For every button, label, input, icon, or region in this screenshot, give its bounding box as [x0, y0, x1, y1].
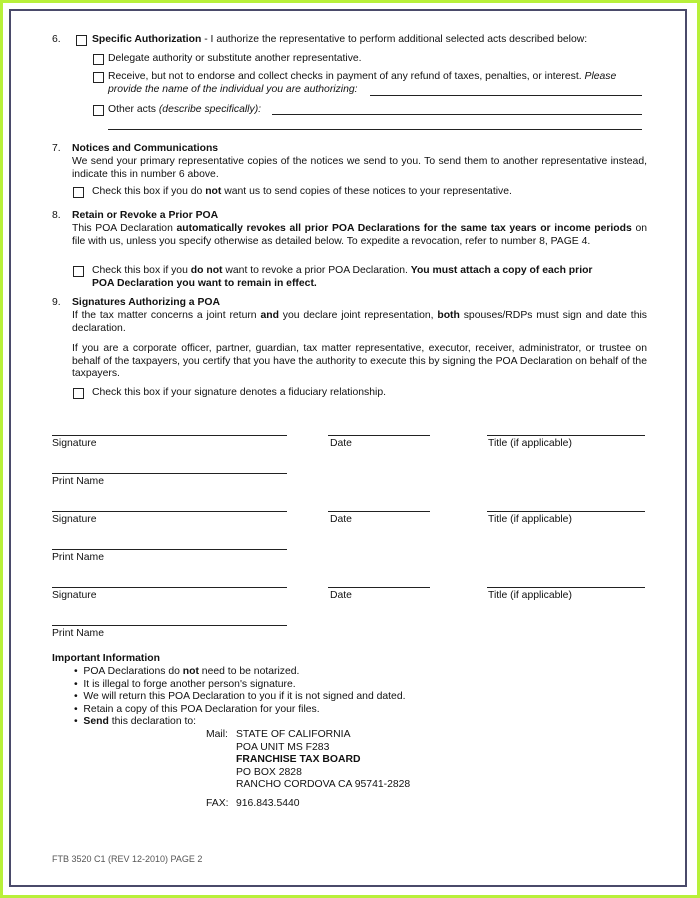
- item7-text: We send your primary representative copies of the notices we send to you. To send them to another representative instead, indicate this in number 6 above.: [72, 156, 647, 180]
- date-field[interactable]: [328, 511, 430, 512]
- item7-number: 7.: [52, 143, 61, 154]
- date-label: Date: [330, 438, 352, 449]
- title-field[interactable]: [487, 587, 645, 588]
- t: need to be notarized.: [198, 666, 300, 677]
- mail-line-1: STATE OF CALIFORNIA: [236, 729, 351, 740]
- t-bold: and: [260, 310, 279, 321]
- t-bold: not: [182, 666, 199, 677]
- authorized-name-field[interactable]: [370, 95, 642, 96]
- form-footer: FTB 3520 C1 (REV 12-2010) PAGE 2: [52, 854, 203, 864]
- item9-paragraph-2: If you are a corporate officer, partner, guardian, tax matter representative, executor, receiver, administrator, or trustee on behalf of the taxpayers, you certify that you have the authority to execute this by signing the POA Declaration on behalf of the taxpayers.: [72, 343, 647, 379]
- receive-name-prompt: [108, 84, 358, 97]
- bullet-2: • It is illegal to forge another person's signature.: [74, 678, 296, 690]
- item6-text: - I authorize the representative to perform additional selected acts described below:: [201, 34, 588, 45]
- delegate-checkbox[interactable]: [93, 54, 104, 65]
- signature-label: Signature: [52, 438, 97, 449]
- t: want us to send copies of these notices to your representative.: [221, 186, 512, 197]
- receive-label: [108, 71, 616, 84]
- item9-title: [72, 297, 220, 310]
- item8-text: [72, 223, 647, 248]
- mail-label: Mail:: [206, 729, 228, 740]
- t: spouses/RDPs must sign and date this declaration.: [72, 310, 647, 334]
- important-title-text: Important Information: [52, 653, 160, 664]
- receive-checkbox[interactable]: [93, 72, 104, 83]
- signature-label: Signature: [52, 590, 97, 601]
- t-bold: do not: [190, 265, 223, 276]
- item9-title-text: Signatures Authorizing a POA: [72, 297, 220, 308]
- item6-title: Specific Authorization: [92, 34, 202, 45]
- fax-label: FAX:: [206, 798, 229, 809]
- print-name-field[interactable]: [52, 473, 287, 474]
- t: want to revoke a prior POA Declaration.: [222, 265, 411, 276]
- signature-field[interactable]: [52, 435, 287, 436]
- title-label: Title (if applicable): [488, 514, 572, 525]
- mail-line-3: FRANCHISE TAX BOARD: [236, 754, 361, 765]
- item8-check-label: [92, 265, 592, 278]
- important-title: [52, 653, 160, 666]
- receive-text: Receive, but not to endorse and collect checks in payment of any refund of taxes, penalties, or interest.: [108, 71, 582, 82]
- item9-paragraph-1: [72, 310, 647, 335]
- item8-check-label-2: [92, 278, 317, 291]
- t-bold: Send: [83, 716, 109, 727]
- title-label: Title (if applicable): [488, 590, 572, 601]
- item9-number: 9.: [52, 297, 61, 308]
- item6-checkbox[interactable]: [76, 35, 87, 46]
- other-acts-checkbox[interactable]: [93, 105, 104, 116]
- t: We will return this POA Declaration to you if it is not signed and dated.: [83, 691, 406, 702]
- item6-heading: [92, 34, 587, 47]
- t: Retain a copy of this POA Declaration for your files.: [83, 703, 320, 715]
- bullet-1: • POA Declarations do not need to be notarized.: [74, 666, 300, 677]
- date-label: Date: [330, 514, 352, 525]
- t-bold: automatically revokes all prior POA Declarations for the same tax years or income periods: [176, 223, 632, 234]
- bullet-3: • We will return this POA Declaration to you if it is not signed and dated.: [74, 691, 406, 702]
- other-acts-label: [108, 104, 261, 117]
- item8-title: [72, 210, 218, 223]
- t: POA Declarations do: [83, 666, 183, 677]
- print-name-label: Print Name: [52, 628, 104, 639]
- t-bold: both: [437, 310, 460, 321]
- t-bold: POA Declaration you want to remain in effect.: [92, 278, 317, 289]
- title-field[interactable]: [487, 435, 645, 436]
- date-field[interactable]: [328, 435, 430, 436]
- fiduciary-checkbox[interactable]: [73, 388, 84, 399]
- signature-field[interactable]: [52, 587, 287, 588]
- receive-italic: Please: [584, 71, 617, 82]
- item8-title-text: Retain or Revoke a Prior POA: [72, 210, 219, 221]
- delegate-label: Delegate authority or substitute another representative.: [108, 53, 362, 64]
- t: This POA Declaration: [72, 223, 177, 234]
- date-label: Date: [330, 590, 352, 601]
- t: Check this box if you do: [92, 186, 206, 197]
- item8-number: 8.: [52, 210, 61, 221]
- item7-checkbox[interactable]: [73, 187, 84, 198]
- t: this declaration to:: [108, 716, 197, 727]
- item8-checkbox[interactable]: [73, 266, 84, 277]
- print-name-label: Print Name: [52, 476, 104, 487]
- receive-name-text: provide the name of the individual you are authorizing:: [108, 84, 358, 95]
- fax-number: 916.843.5440: [236, 798, 300, 809]
- print-name-field[interactable]: [52, 549, 287, 550]
- other-acts-field-line2[interactable]: [108, 129, 642, 130]
- other-acts-field[interactable]: [272, 114, 642, 115]
- fiduciary-label: Check this box if your signature denotes a fiduciary relationship.: [92, 387, 386, 398]
- bullet-5: • Send this declaration to:: [74, 716, 197, 727]
- date-field[interactable]: [328, 587, 430, 588]
- t: It is illegal to forge another person's signature.: [83, 678, 296, 690]
- t: on file with us, unless you specify otherwise as detailed below. To expedite a revocation, refer to number 8, PAGE 4.: [72, 223, 647, 247]
- t-bold: You must attach a copy of each prior: [410, 265, 593, 276]
- mail-line-2: POA UNIT MS F283: [236, 741, 330, 753]
- bullet-4: • Retain a copy of this POA Declaration for your files.: [74, 703, 320, 715]
- title-label: Title (if applicable): [488, 438, 572, 449]
- print-name-label: Print Name: [52, 552, 104, 563]
- t-bold: not: [205, 186, 222, 197]
- other-text: Other acts: [108, 104, 159, 115]
- title-field[interactable]: [487, 511, 645, 512]
- item6-number: 6.: [52, 34, 61, 45]
- print-name-field[interactable]: [52, 625, 287, 626]
- mail-line-5: RANCHO CORDOVA CA 95741-2828: [236, 779, 411, 790]
- t: Check this box if you: [92, 265, 191, 276]
- signature-label: Signature: [52, 514, 97, 525]
- t: you declare joint representation,: [278, 310, 438, 321]
- signature-field[interactable]: [52, 511, 287, 512]
- item7-title: [72, 143, 218, 156]
- other-italic: (describe specifically):: [158, 104, 262, 115]
- t: If the tax matter concerns a joint return: [72, 310, 261, 321]
- mail-line-4: PO BOX 2828: [236, 766, 302, 778]
- item7-title-text: Notices and Communications: [72, 143, 219, 154]
- item7-check-label: [92, 186, 512, 199]
